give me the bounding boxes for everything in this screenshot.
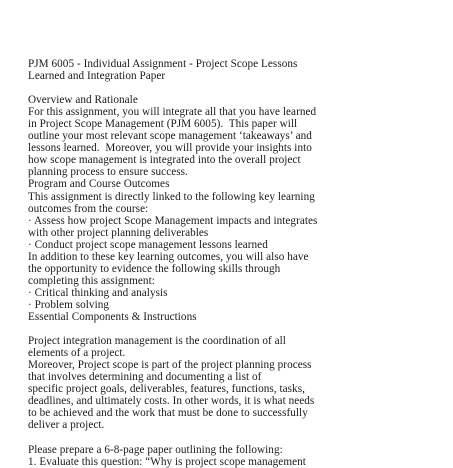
- paragraph-line: that involves determining and documenting a list of: [28, 371, 262, 384]
- blank-line: [28, 431, 428, 443]
- section-heading: Program and Course Outcomes: [28, 178, 170, 191]
- bullet-item: · Critical thinking and analysis: [28, 286, 168, 299]
- section-heading: Essential Components & Instructions: [28, 310, 197, 323]
- paragraph-line: the opportunity to evidence the following skills through: [28, 262, 281, 275]
- paragraph-line: This assignment is directly linked to the following key learning: [28, 190, 315, 203]
- document-body: [28, 58, 428, 468]
- bullet-item: · Problem solving: [28, 298, 110, 311]
- blank-line: [28, 82, 428, 94]
- paragraph-line: in Project Scope Management (PJM 6005). This paper will: [28, 118, 298, 131]
- document-title: [28, 58, 428, 82]
- instructions-section: [28, 444, 428, 468]
- paragraph-line: Please prepare a 6-8-page paper outlining the following:: [28, 443, 283, 456]
- paragraph-line: how scope management is integrated into the overall project: [28, 154, 301, 167]
- section-heading: Overview and Rationale: [28, 94, 138, 107]
- paragraph-line: For this assignment, you will integrate all that you have learned: [28, 106, 317, 119]
- paragraph-line: to be achieved and the work that must be done to successfully: [28, 407, 308, 420]
- components-section: [28, 311, 428, 323]
- paragraph-line: lessons learned. Moreover, you will provide your insights into: [28, 142, 312, 155]
- paragraph-line: In addition to these key learning outcomes, you will also have: [28, 250, 309, 263]
- paragraph-line: elements of a project.: [28, 347, 126, 360]
- numbered-item: 1. Evaluate this question: “Why is project scope management: [28, 455, 306, 468]
- paragraph-line: with other project planning deliverables: [28, 226, 209, 239]
- overview-section: [28, 94, 428, 178]
- blank-line: [28, 323, 428, 335]
- bullet-item: · Conduct project scope management lessons learned: [28, 238, 268, 251]
- paragraph-line: specific project goals, deliverables, features, functions, tasks,: [28, 383, 305, 396]
- paragraph-line: deliver a project.: [28, 419, 105, 432]
- paragraph-line: completing this assignment:: [28, 274, 155, 287]
- paragraph-line: outline your most relevant scope management ‘takeaways’ and: [28, 130, 312, 143]
- paragraph-line: Moreover, Project scope is part of the project planning process: [28, 359, 312, 372]
- integration-section: [28, 335, 428, 431]
- paragraph-line: planning process to ensure success.: [28, 166, 188, 179]
- bullet-item: · Assess how project Scope Management impacts and integrates: [28, 214, 318, 227]
- paragraph-line: outcomes from the course:: [28, 202, 149, 215]
- title-line: PJM 6005 - Individual Assignment - Project Scope Lessons: [28, 58, 298, 70]
- outcomes-section: [28, 178, 428, 311]
- paragraph-line: deadlines, and ultimately costs. In other words, it is what needs: [28, 395, 315, 408]
- title-line: Learned and Integration Paper: [28, 70, 166, 83]
- paragraph-line: Project integration management is the coordination of all: [28, 335, 286, 348]
